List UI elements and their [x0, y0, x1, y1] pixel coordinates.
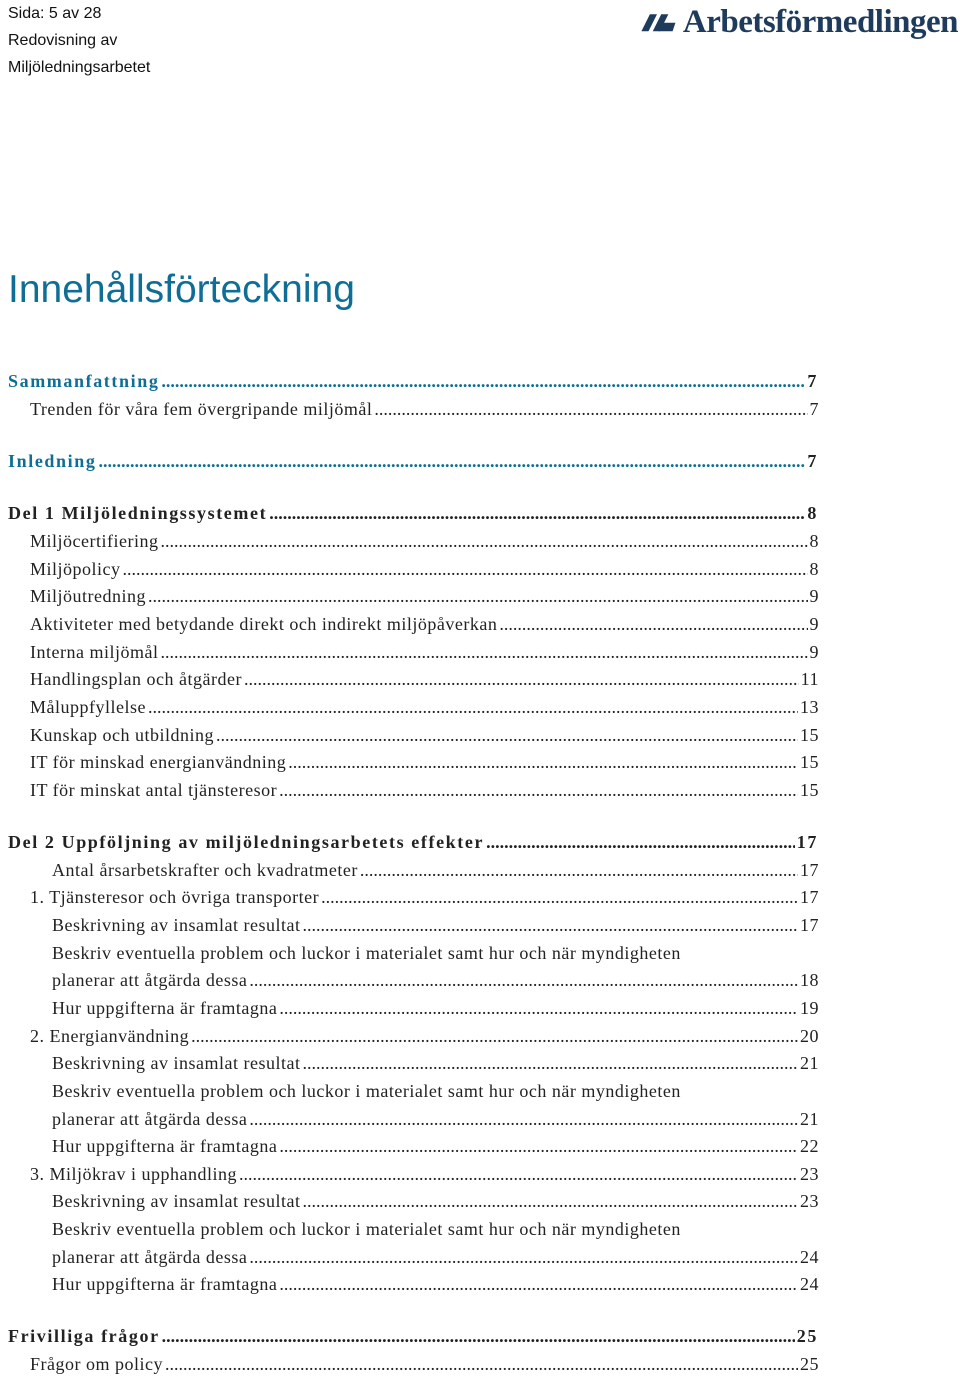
toc-entry-label: planerar att åtgärda dessa	[52, 1247, 248, 1267]
toc-leader	[161, 368, 805, 394]
toc-entry[interactable]	[8, 368, 818, 394]
toc-entry-label: Frivilliga frågor	[8, 1326, 160, 1346]
toc-entry-page: 23	[800, 1191, 819, 1211]
toc-entry-page: 15	[800, 780, 819, 800]
page-title: Innehållsförteckning	[8, 268, 355, 311]
toc-entry[interactable]	[52, 940, 819, 966]
toc-leader	[269, 500, 805, 526]
toc-leader	[160, 639, 807, 665]
toc-entry-page: 8	[809, 531, 819, 551]
toc-leader	[288, 749, 798, 775]
logo-wordmark: Arbetsförmedlingen	[682, 4, 958, 40]
toc-leader	[279, 777, 798, 803]
toc-entry[interactable]	[52, 1216, 819, 1242]
toc-entry-label: Handlingsplan och åtgärder	[30, 669, 242, 689]
toc-entry-page: 13	[800, 697, 819, 717]
toc-entry[interactable]	[52, 1271, 819, 1297]
toc-entry-page: 17	[800, 915, 819, 935]
toc-leader	[160, 528, 807, 554]
toc-leader	[165, 1351, 798, 1377]
toc-entry-page: 22	[800, 1136, 819, 1156]
toc-entry-continuation[interactable]	[52, 967, 819, 993]
toc-leader	[216, 722, 798, 748]
toc-entry[interactable]	[30, 777, 819, 803]
toc-entry-label: Beskrivning av insamlat resultat	[52, 915, 301, 935]
toc-entry[interactable]	[30, 396, 819, 422]
toc-leader	[162, 1323, 795, 1349]
toc-leader	[279, 1271, 798, 1297]
toc-entry-continuation[interactable]	[52, 1244, 819, 1270]
toc-entry-label: Kunskap och utbildning	[30, 725, 214, 745]
toc-leader	[148, 694, 798, 720]
toc-entry[interactable]	[52, 912, 819, 938]
toc-entry[interactable]	[30, 694, 819, 720]
toc-entry-page: 21	[800, 1109, 819, 1129]
toc-entry-page: 23	[800, 1164, 819, 1184]
toc-entry-label: Måluppfyllelse	[30, 697, 146, 717]
toc-entry-label: Beskriv eventuella problem och luckor i materialet samt hur och när myndigheten	[52, 1219, 681, 1239]
toc-entry-label: Hur uppgifterna är framtagna	[52, 1136, 278, 1156]
toc-entry-page: 17	[800, 887, 819, 907]
toc-entry-label: Miljöcertifiering	[30, 531, 159, 551]
toc-entry-page: 24	[800, 1247, 819, 1267]
toc-leader	[148, 583, 808, 609]
toc-entry-page: 18	[800, 970, 819, 990]
toc-leader	[249, 967, 798, 993]
toc-entry-page: 25	[796, 1326, 818, 1346]
toc-entry-page: 15	[800, 752, 819, 772]
toc-entry[interactable]	[52, 995, 819, 1021]
toc-entry-label: Beskrivning av insamlat resultat	[52, 1053, 301, 1073]
toc-entry[interactable]	[52, 1050, 819, 1076]
toc-entry[interactable]	[30, 884, 819, 910]
toc-entry[interactable]	[30, 749, 819, 775]
toc-entry[interactable]	[30, 556, 819, 582]
toc-entry-page: 19	[800, 998, 819, 1018]
toc-entry-page: 7	[809, 399, 819, 419]
document-title-line-2: Miljöledningsarbetet	[8, 59, 151, 76]
toc-entry[interactable]	[8, 1323, 818, 1349]
toc-entry-label: planerar att åtgärda dessa	[52, 970, 248, 990]
toc-entry-page: 9	[809, 642, 819, 662]
toc-entry[interactable]	[30, 1023, 819, 1049]
toc-entry-label: Inledning	[8, 451, 97, 471]
toc-entry-label: Aktiviteter med betydande direkt och indirekt miljöpåverkan	[30, 614, 498, 634]
document-title-line-1: Redovisning av	[8, 32, 118, 49]
toc-entry-label: Interna miljömål	[30, 642, 159, 662]
toc-leader	[321, 884, 798, 910]
toc-entry-page: 21	[800, 1053, 819, 1073]
toc-entry[interactable]	[52, 1078, 819, 1104]
toc-leader	[244, 666, 799, 692]
toc-entry-page: 25	[800, 1354, 819, 1374]
toc-entry-label: Del 2 Uppföljning av miljöledningsarbetets effekter	[8, 832, 485, 852]
toc-leader	[239, 1161, 798, 1187]
toc-entry-label: Beskriv eventuella problem och luckor i materialet samt hur och när myndigheten	[52, 943, 681, 963]
toc-entry-label: Beskriv eventuella problem och luckor i materialet samt hur och när myndigheten	[52, 1081, 681, 1101]
toc-entry-label: Del 1 Miljöledningssystemet	[8, 503, 268, 523]
toc-leader	[360, 857, 798, 883]
toc-entry-label: 3. Miljökrav i upphandling	[30, 1164, 237, 1184]
toc-entry-page: 9	[809, 614, 819, 634]
toc-entry-label: Sammanfattning	[8, 371, 160, 391]
toc-entry-label: Frågor om policy	[30, 1354, 163, 1374]
toc-entry-label: IT för minskad energianvändning	[30, 752, 287, 772]
toc-leader	[98, 448, 805, 474]
toc-entry-page: 24	[800, 1274, 819, 1294]
toc-entry-label: Hur uppgifterna är framtagna	[52, 998, 278, 1018]
toc-entry[interactable]	[52, 1188, 819, 1214]
toc-entry-page: 7	[807, 451, 818, 471]
toc-entry-label: Antal årsarbetskrafter och kvadratmeter	[52, 860, 358, 880]
toc-entry-page: 11	[800, 669, 819, 689]
toc-entry-page: 15	[800, 725, 819, 745]
toc-leader	[302, 1050, 798, 1076]
toc-entry[interactable]	[30, 639, 819, 665]
toc-entry[interactable]	[30, 611, 819, 637]
toc-entry-page: 7	[807, 371, 818, 391]
toc-entry-label: Trenden för våra fem övergripande miljömål	[30, 399, 373, 419]
toc-entry-label: planerar att åtgärda dessa	[52, 1109, 248, 1129]
toc-leader	[302, 1188, 798, 1214]
toc-leader	[279, 995, 798, 1021]
toc-entry-page: 17	[800, 860, 819, 880]
toc-leader	[123, 556, 808, 582]
toc-entry-label: Miljöpolicy	[30, 559, 121, 579]
toc-entry[interactable]	[8, 829, 818, 855]
toc-entry-label: IT för minskat antal tjänsteresor	[30, 780, 278, 800]
toc-entry-label: 2. Energianvändning	[30, 1026, 190, 1046]
toc-leader	[486, 829, 795, 855]
toc-entry[interactable]	[8, 500, 818, 526]
toc-entry[interactable]	[30, 583, 819, 609]
toc-leader	[249, 1106, 798, 1132]
toc-leader	[279, 1133, 798, 1159]
toc-entry-label: Hur uppgifterna är framtagna	[52, 1274, 278, 1294]
toc-entry-page: 8	[807, 503, 818, 523]
toc-entry[interactable]	[8, 448, 818, 474]
toc-entry-label: Miljöutredning	[30, 586, 146, 606]
toc-leader	[249, 1244, 798, 1270]
toc-entry-page: 9	[809, 586, 819, 606]
toc-entry[interactable]	[30, 528, 819, 554]
toc-entry[interactable]	[52, 857, 819, 883]
toc-entry-page: 17	[796, 832, 818, 852]
toc-entry[interactable]	[30, 1351, 819, 1377]
toc-entry-page: 8	[809, 559, 819, 579]
toc-entry[interactable]	[52, 1133, 819, 1159]
toc-entry-page: 20	[800, 1026, 819, 1046]
toc-entry[interactable]	[30, 722, 819, 748]
toc-entry-label: 1. Tjänsteresor och övriga transporter	[30, 887, 320, 907]
toc-leader	[191, 1023, 798, 1049]
toc-leader	[374, 396, 807, 422]
toc-leader	[302, 912, 798, 938]
toc-leader	[499, 611, 807, 637]
toc-entry[interactable]	[30, 1161, 819, 1187]
toc-entry-continuation[interactable]	[52, 1106, 819, 1132]
toc-entry-label: Beskrivning av insamlat resultat	[52, 1191, 301, 1211]
page-number-label: Sida: 5 av 28	[8, 5, 102, 22]
toc-entry[interactable]	[30, 666, 819, 692]
